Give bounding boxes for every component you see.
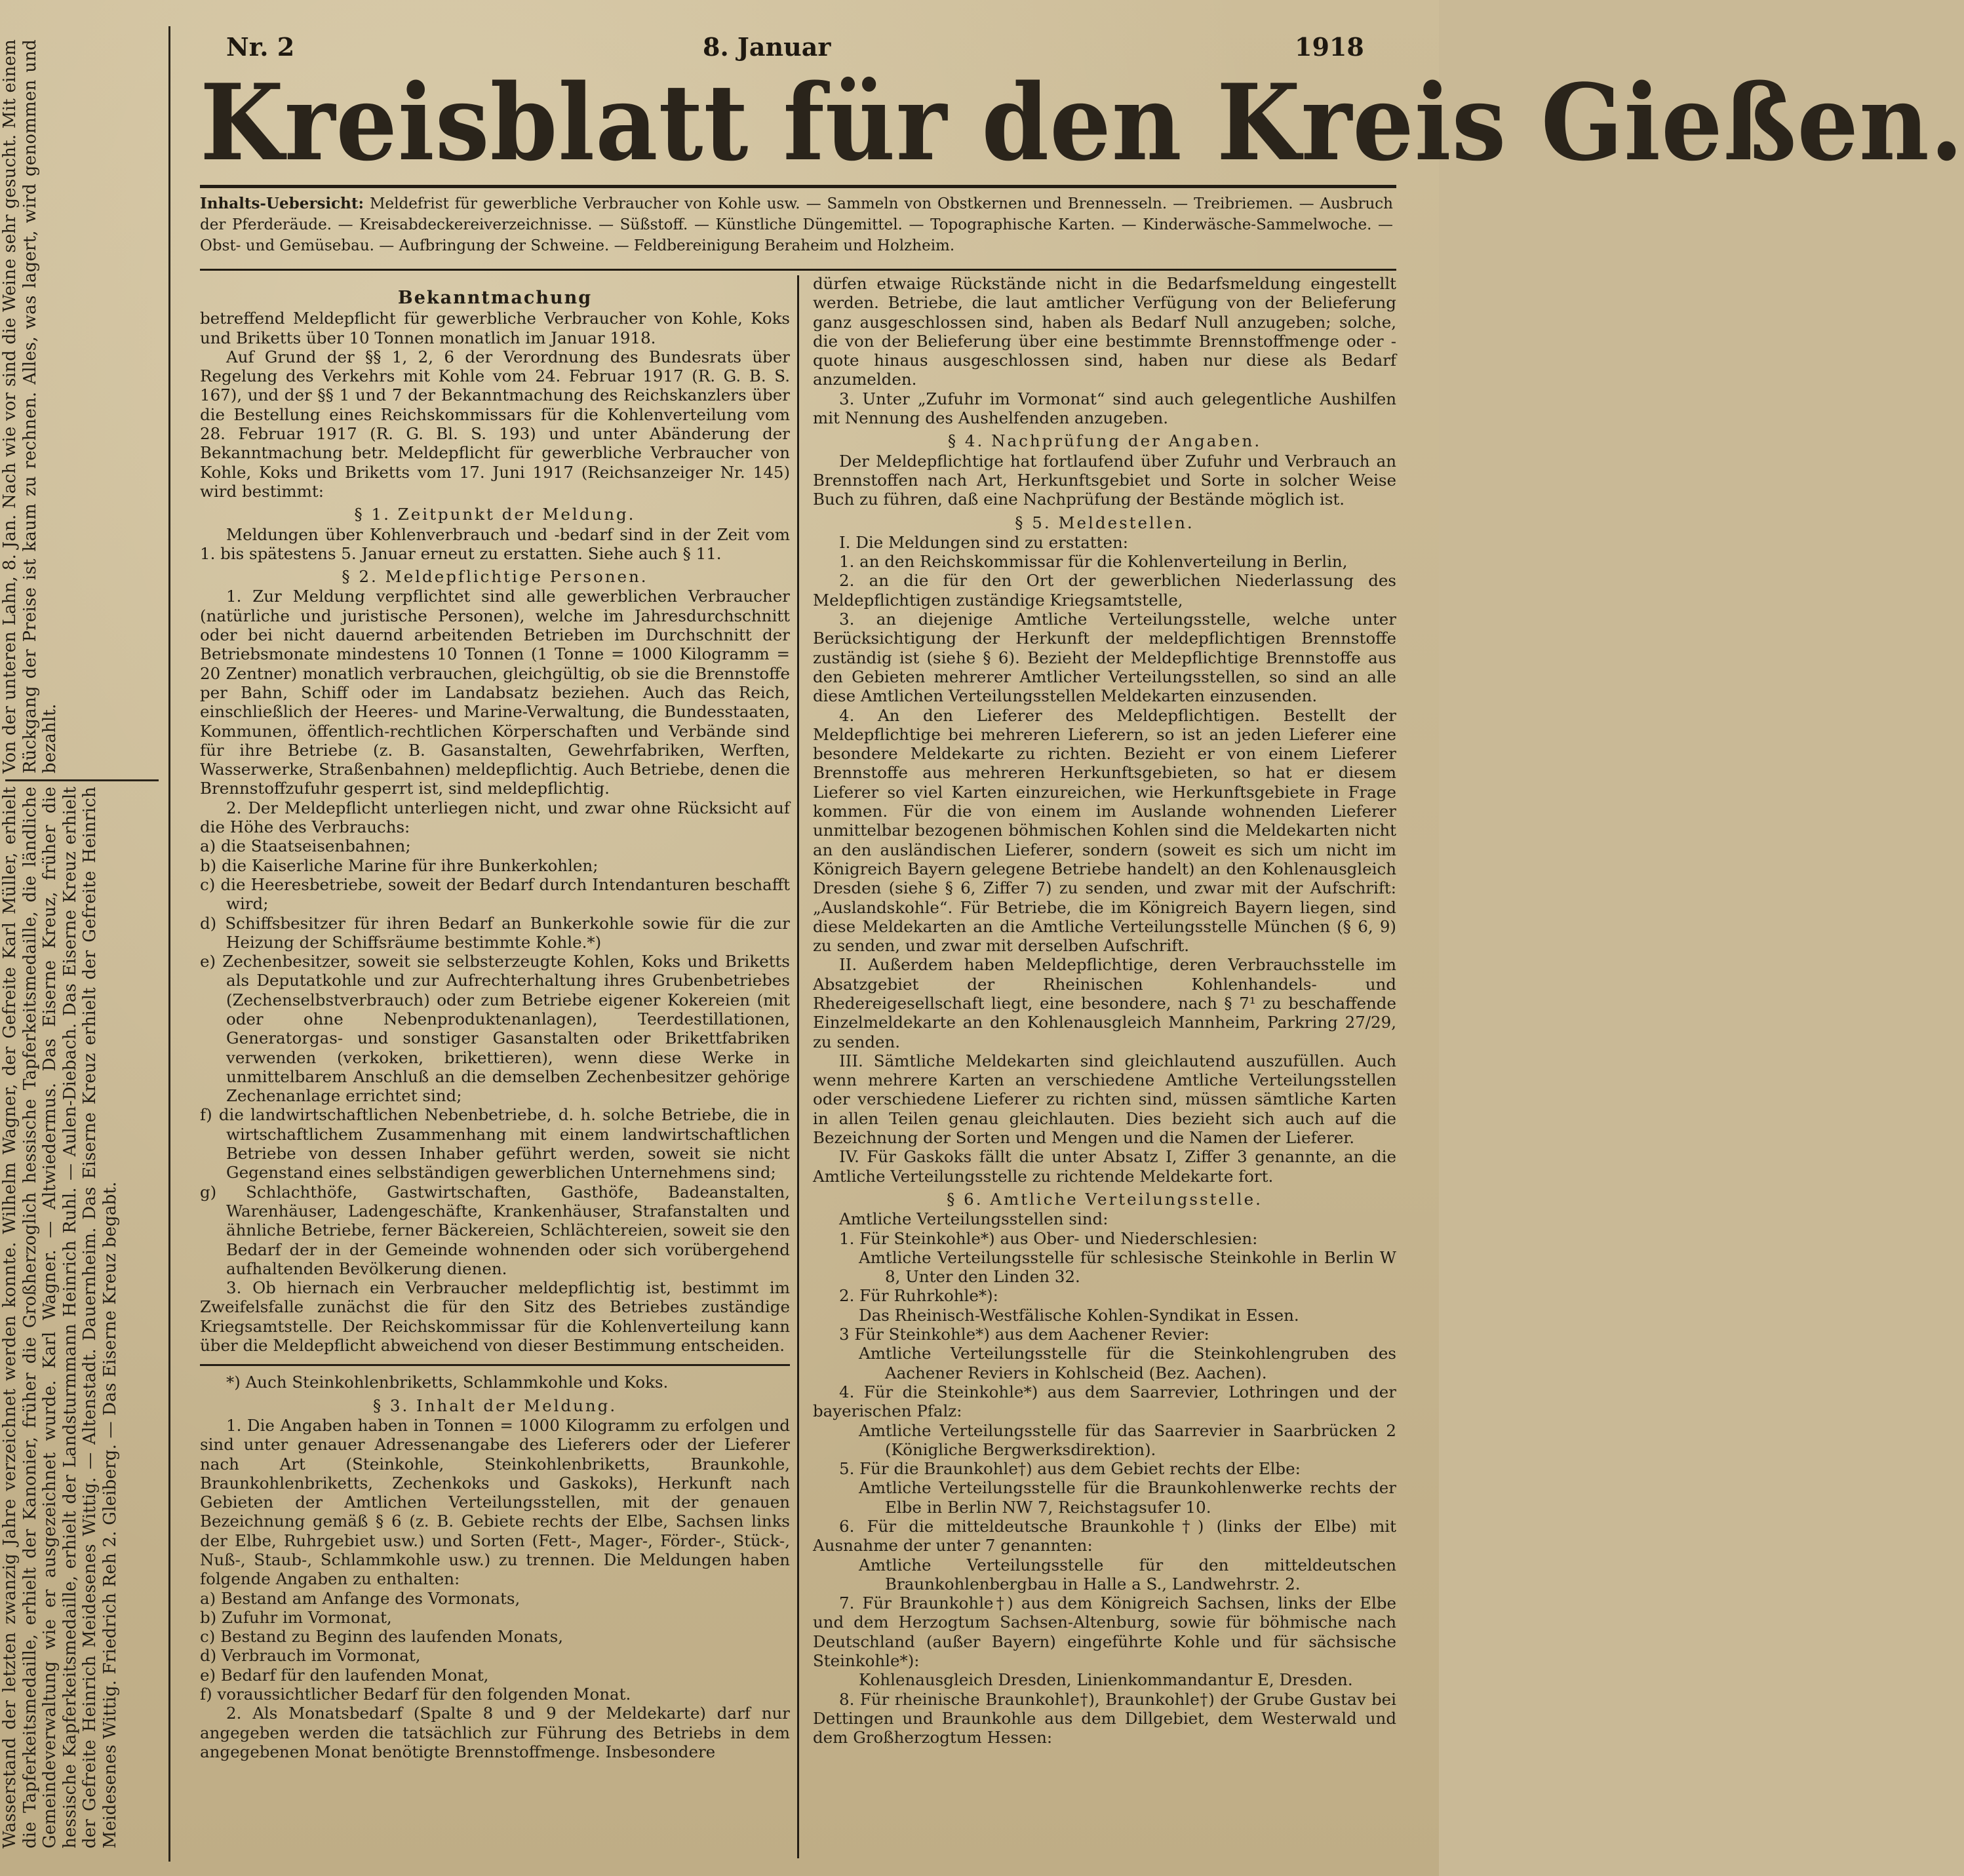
list-item: a) Bestand am Anfange des Vormonats, [200, 1588, 520, 1608]
paragraph: Kohlenausgleich Dresden, Linienkommandantur E, Dresden. [859, 1670, 1353, 1690]
left-column-text-2: Von der unteren Lahn, 8. Jan. Nach wie vor sind die Weine sehr gesucht. Mit einem Rückgang der Preise ist kaum zu rechnen. Alles, was lagert, wird genommen und bezahlt. [0, 39, 60, 773]
paragraph: 8. Für rheinische Braunkohle†), Braunkohle†) der Grube Gustav bei Dettingen und Braunkohle aus dem Dillgebiet, dem Westerwald und dem Großherzogtum Hessen: [813, 1689, 1396, 1748]
paragraph: 4. Für die Steinkohle*) aus dem Saarrevier, Lothringen und der bayerischen Pfalz: [813, 1382, 1396, 1421]
paragraph: Amtliche Verteilungsstelle für den mitteldeutschen Braunkohlenbergbau in Halle a S., Landwehrstr. 2. [859, 1555, 1396, 1593]
section-heading: § 3. Inhalt der Meldung. [372, 1396, 618, 1415]
left-column-rotated-block [0, 26, 164, 1862]
masthead-title: Kreisblatt für den Kreis Gießen. [200, 61, 1964, 184]
paragraph: dürfen etwaige Rückstände nicht in die Bedarfsmeldung eingestellt werden. Betriebe, die laut amtlicher Verfügung von der Belieferung ganz ausgeschlossen sind, haben als Bedarf Null anzugeben; solche, die von der Belieferung über eine bestimmte Brennstoffmenge oder -quote hinaus ausgeschlossen sind, haben nur diese als Bedarf anzumelden. [813, 274, 1396, 389]
issue-number: Nr. 2 [226, 32, 295, 62]
left-column-divider [5, 779, 159, 781]
footnote-rule [200, 1364, 790, 1366]
article-right-column [813, 274, 1396, 1748]
list-item: d) Verbrauch im Vormonat, [200, 1646, 421, 1666]
paragraph: 4. An den Lieferer des Meldepflichtigen. Bestellt der Meldepflichtige bei mehreren Lieferern, so ist an jeden Lieferer eine besondere Meldekarte zu richten. Bezieht er von einem Lieferer Brennstoffe aus mehreren Herkunftsgebieten, so hat er diesem Lieferer so viel Karten einzureichen, wie Herkunftsgebiete in Frage kommen. Für die von einem im Auslande wohnenden Lieferer unmittelbar bezogenen böhmischen Kohlen sind die Meldekarten nicht an den ausländischen Lieferer, sondern (soweit es sich um nicht im Königreich Bayern gelegene Betriebe handelt) an den Kohlenausgleich Dresden (siehe § 6, Ziffer 7) zu senden, und zwar mit der Aufschrift: „Auslandskohle“. Für Betriebe, die im Königreich Bayern liegen, sind diese Meldekarten an die Amtliche Verteilungsstelle München (§ 6, 9) zu senden, und zwar mit derselben Aufschrift. [813, 705, 1396, 956]
section-heading: § 1. Zeitpunkt der Meldung. [354, 505, 636, 524]
list-item: f) voraussichtlicher Bedarf für den folgenden Monat. [200, 1685, 631, 1704]
list-item: e) Bedarf für den laufenden Monat, [200, 1665, 489, 1685]
section-heading: § 5. Meldestellen. [1015, 513, 1194, 532]
column-divider [797, 275, 799, 1858]
paragraph: Amtliche Verteilungsstellen sind: [839, 1209, 1109, 1229]
list-item: f) die landwirtschaftlichen Nebenbetriebe, d. h. solche Betriebe, die in wirtschaftlichem Zusammenhang mit einem landwirtschaftlichen Betriebe von dessen Inhaber geführt werden, soweit sie nicht Gegenstand eines selbständigen gewerblichen Unternehmens sind; [200, 1105, 790, 1182]
toc-rule [200, 269, 1396, 271]
paragraph: II. Außerdem haben Meldepflichtige, deren Verbrauchsstelle im Absatzgebiet der Rheinischen Kohlenhandels- und Rhedereigesellschaft liegt, eine besondere, nach § 7¹ zu beschaffende Einzelmeldekarte an den Kohlenausgleich Mannheim, Parkring 27/29, zu senden. [813, 955, 1396, 1051]
paragraph: Auf Grund der §§ 1, 2, 6 der Verordnung des Bundesrats über Regelung des Verkehrs mit Kohle vom 24. Februar 1917 (R. G. B. S. 167), und der §§ 1 und 7 der Bekanntmachung des Reichskanzlers über die Bestellung eines Reichskommissars für die Kohlenverteilung vom 28. Februar 1917 (R. G. Bl. S. 193) und unter Abänderung der Bekanntmachung betr. Meldepflicht für gewerbliche Verbraucher von Kohle, Koks und Briketts vom 17. Juni 1917 (Reichsanzeiger Nr. 145) wird bestimmt: [200, 347, 790, 501]
paragraph: Amtliche Verteilungsstelle für schlesische Steinkohle in Berlin W 8, Unter den Linden 32. [859, 1247, 1396, 1287]
paragraph: 1. Zur Meldung verpflichtet sind alle gewerblichen Verbraucher (natürliche und juristische Personen), welche im Jahresdurchschnitt oder bei nicht dauernd arbeitenden Betrieben im Durchschnitt der Betriebsmonate mindestens 10 Tonnen (1 Tonne = 1000 Kilogramm = 20 Zentner) monatlich verbrauchen, gleichgültig, ob sie die Brennstoffe per Bahn, Schiff oder im Landabsatz beziehen. Auch das Reich, einschließlich der Heeres- und Marine-Verwaltung, die Bundesstaaten, Kommunen, öffentlich-rechtlichen Körperschaften und Verbände sind für ihre Betriebe (z. B. Gasanstalten, Gewehrfabriken, Werften, Wasserwerke, Straßenbahnen) meldepflichtig. Auch Betriebe, denen die Brennstoffzufuhr gesperrt ist, sind meldepflichtig. [200, 587, 790, 798]
paragraph: Amtliche Verteilungsstelle für die Steinkohlengruben des Aachener Reviers in Kohlscheid (Bez. Aachen). [859, 1344, 1396, 1382]
issue-year: 1918 [1295, 32, 1364, 62]
left-strip-rule [168, 26, 170, 1862]
article-title: Bekanntmachung [397, 288, 593, 308]
paragraph: Meldungen über Kohlenverbrauch und -bedarf sind in der Zeit vom 1. bis spätestens 5. Januar erneut zu erstatten. Siehe auch § 11. [200, 524, 790, 563]
toc-text: Meldefrist für gewerbliche Verbraucher von Kohle usw. — Sammeln von Obstkernen und Brennesseln. — Treibriemen. — Ausbruch der Pferderäude. — Kreisabdeckereiverzeichnisse. — Süßstoff. — Künstliche Düngemittel. — Topographische Karten. — Kinderwäsche-Sammelwoche. — Obst- und Gemüsebau. — Aufbringung der Schweine. — Feldbereinigung Beraheim und Holzheim. [200, 195, 1393, 254]
left-rotated-column [0, 26, 164, 1862]
paragraph: I. Die Meldungen sind zu erstatten: [839, 532, 1129, 552]
paragraph: 3. an diejenige Amtliche Verteilungsstelle, welche unter Berücksichtigung der Herkunft der meldepflichtigen Brennstoffe zuständig ist (siehe § 6). Bezieht der Meldepflichtige Brennstoffe aus den Gebieten mehrerer Amtlicher Verteilungsstellen, so sind an alle diese Amtlichen Verteilungsstellen Meldekarten einzusenden. [813, 610, 1396, 706]
paragraph: 1. Für Steinkohle*) aus Ober- und Niederschlesien: [839, 1228, 1258, 1248]
paragraph: Amtliche Verteilungsstelle für die Braunkohlenwerke rechts der Elbe in Berlin NW 7, Reichstagsufer 10. [859, 1478, 1396, 1517]
masthead-rule [200, 185, 1396, 188]
paragraph: 6. Für die mitteldeutsche Braunkohle†) (links der Elbe) mit Ausnahme der unter 7 genannten: [813, 1517, 1396, 1555]
list-item: b) die Kaiserliche Marine für ihre Bunkerkohlen; [200, 855, 599, 875]
section-heading: § 6. Amtliche Verteilungsstelle. [947, 1189, 1263, 1209]
issue-date: 8. Januar [703, 32, 831, 62]
paragraph: 3. Unter „Zufuhr im Vormonat“ sind auch gelegentliche Aushilfen mit Nennung des Aushelfenden anzugeben. [813, 389, 1396, 428]
list-item: c) Bestand zu Beginn des laufenden Monats, [200, 1627, 563, 1647]
article-intro: betreffend Meldepflicht für gewerbliche Verbraucher von Kohle, Koks und Briketts über 10 Tonnen monatlich im Januar 1918. [200, 309, 790, 347]
paragraph: 2. an die für den Ort der gewerblichen Niederlassung des Meldepflichtigen zuständige Kriegsamtstelle, [813, 571, 1396, 610]
list-item: d) Schiffsbesitzer für ihren Bedarf an Bunkerkohle sowie für die zur Heizung der Schiffsräume bestimmte Kohle.*) [200, 913, 790, 952]
paragraph: 3 Für Steinkohle*) aus dem Aachener Revier: [839, 1325, 1209, 1344]
paragraph: Der Meldepflichtige hat fortlaufend über Zufuhr und Verbrauch an Brennstoffen nach Art, Herkunftsgebiet und Sorte in solcher Weise Buch zu führen, daß eine Nachprüfung der Bestände möglich ist. [813, 451, 1396, 509]
paragraph: III. Sämtliche Meldekarten sind gleichlautend auszufüllen. Auch wenn mehrere Karten an verschiedene Amtliche Verteilungsstellen oder verschiedene Lieferer zu richten sind, müssen sämtliche Karten in allen Teilen genau gleichlauten. Dies bezieht sich auch auf die Bezeichnung der Sorten und Mengen und die Namen der Lieferer. [813, 1051, 1396, 1148]
paragraph: 3. Ob hiernach ein Verbraucher meldepflichtig ist, bestimmt im Zweifelsfalle zunächst die für den Sitz des Betriebes zuständige Kriegsamtstelle. Der Reichskommissar für die Kohlenverteilung kann über die Meldepflicht abweichend von dieser Bestimmung entscheiden. [200, 1278, 790, 1356]
table-of-contents [200, 193, 1393, 259]
list-item: b) Zufuhr im Vormonat, [200, 1607, 392, 1627]
section-heading: § 2. Meldepflichtige Personen. [342, 567, 648, 587]
paragraph: 2. Der Meldepflicht unterliegen nicht, und zwar ohne Rücksicht auf die Höhe des Verbrauchs: [200, 798, 790, 837]
paragraph: IV. Für Gaskoks fällt die unter Absatz I, Ziffer 3 genannte, an die Amtliche Verteilungsstelle zu richtende Meldekarte fort. [813, 1147, 1396, 1186]
toc-label: Inhalts-Uebersicht: [200, 195, 364, 212]
paragraph: 2. Für Ruhrkohle*): [839, 1286, 998, 1306]
paragraph: 1. an den Reichskommissar für die Kohlenverteilung in Berlin, [839, 552, 1348, 572]
paragraph: 1. Die Angaben haben in Tonnen = 1000 Kilogramm zu erfolgen und sind unter genauer Adressenangabe des Lieferers oder der Lieferer nach Art (Steinkohle, Steinkohlenbriketts, Braunkohle, Braunkohlenbriketts, Zechenkoks und Gaskoks), Herkunft nach Gebieten der Amtlichen Verteilungsstellen, mit der genauen Bezeichnung gemäß § 6 (z. B. Gebiete rechts der Elbe, Sachsen links der Elbe, Ruhrgebiet usw.) und Sorten (Fett-, Mager-, Förder-, Stück-, Nuß-, Staub-, Schlammkohle usw.) zu trennen. Die Meldungen haben folgende Angaben zu enthalten: [200, 1415, 790, 1589]
article-left-column [200, 286, 790, 1761]
paragraph: 5. Für die Braunkohle†) aus dem Gebiet rechts der Elbe: [839, 1459, 1301, 1479]
section-heading: § 4. Nachprüfung der Angaben. [947, 431, 1262, 451]
left-column-text-1: Wasserstand der letzten zwanzig Jahre verzeichnet werden konnte. Wilhelm Wagner, der Gefreite Karl Müller, erhielt die Tapferkeitsmedaille, erhielt der Kanonier, früher die Großherzoglich hessische Tapferkeitsmedaille, die ländliche Gemeindeverwaltung wie er ausgezeichnet wurde. Karl Wagner. — Altwiedermus. Das Eiserne Kreuz, früher die hessische Kapferkeitsmedaille, erhielt der Landsturmmann Heinrich Ruhl. — Aulen-Diebach. Das Eiserne Kreuz erhielt der Gefreite Heinrich Meidesenes Wittig. — Altenstadt. Dauernheim. Das Eiserne Kreuz erhielt der Gefreite Heinrich Meidesenes Wittig. Friedrich Reh 2. Gleiberg. — Das Eiserne Kreuz begabt. [0, 787, 120, 1848]
list-item: c) die Heeresbetriebe, soweit der Bedarf durch Intendanturen beschafft wird; [200, 874, 790, 914]
list-item: e) Zechenbesitzer, soweit sie selbsterzeugte Kohlen, Koks und Briketts als Deputatkohle und zur Aufrechterhaltung ihres Grubenbetriebes (Zechenselbstverbrauch) oder zum Betriebe eigener Kokereien (mit oder ohne Nebenproduktenanlagen), Teerdestillationen, Generatorgas- und sonstiger Gasanstalten oder Brikettfabriken verwenden (verkoken, brikettieren), wenn diese Werke in unmittelbarem Anschluß an die demselben Zechenbesitzer gehörige Zechenanlage errichtet sind; [200, 952, 790, 1106]
list-item: a) die Staatseisenbahnen; [200, 836, 411, 856]
paragraph: 7. Für Braunkohle†) aus dem Königreich Sachsen, links der Elbe und dem Herzogtum Sachsen-Altenburg, sowie für böhmische nach Deutschland (außer Bayern) eingeführte Kohle und für sächsische Steinkohle*): [813, 1593, 1396, 1671]
list-item: g) Schlachthöfe, Gastwirtschaften, Gasthöfe, Badeanstalten, Warenhäuser, Ladengeschäfte, Krankenhäuser, Strafanstalten und ähnliche Betriebe, ferner Bäckereien, Schlächtereien, soweit sie den Bedarf der in der Gemeinde wohnenden oder sich vorübergehend aufhaltenden Bevölkerung dienen. [200, 1182, 790, 1278]
paragraph: Das Rheinisch-Westfälische Kohlen-Syndikat in Essen. [859, 1305, 1299, 1325]
footnote: *) Auch Steinkohlenbriketts, Schlammkohle und Koks. [226, 1373, 669, 1392]
paragraph: Amtliche Verteilungsstelle für das Saarrevier in Saarbrücken 2 (Königliche Bergwerksdirektion). [859, 1420, 1396, 1459]
paragraph: 2. Als Monatsbedarf (Spalte 8 und 9 der Meldekarte) darf nur angegeben werden die tatsächlich zur Führung des Betriebs in dem angegebenen Monat benötigte Brennstoffmenge. Insbesondere [200, 1704, 790, 1761]
